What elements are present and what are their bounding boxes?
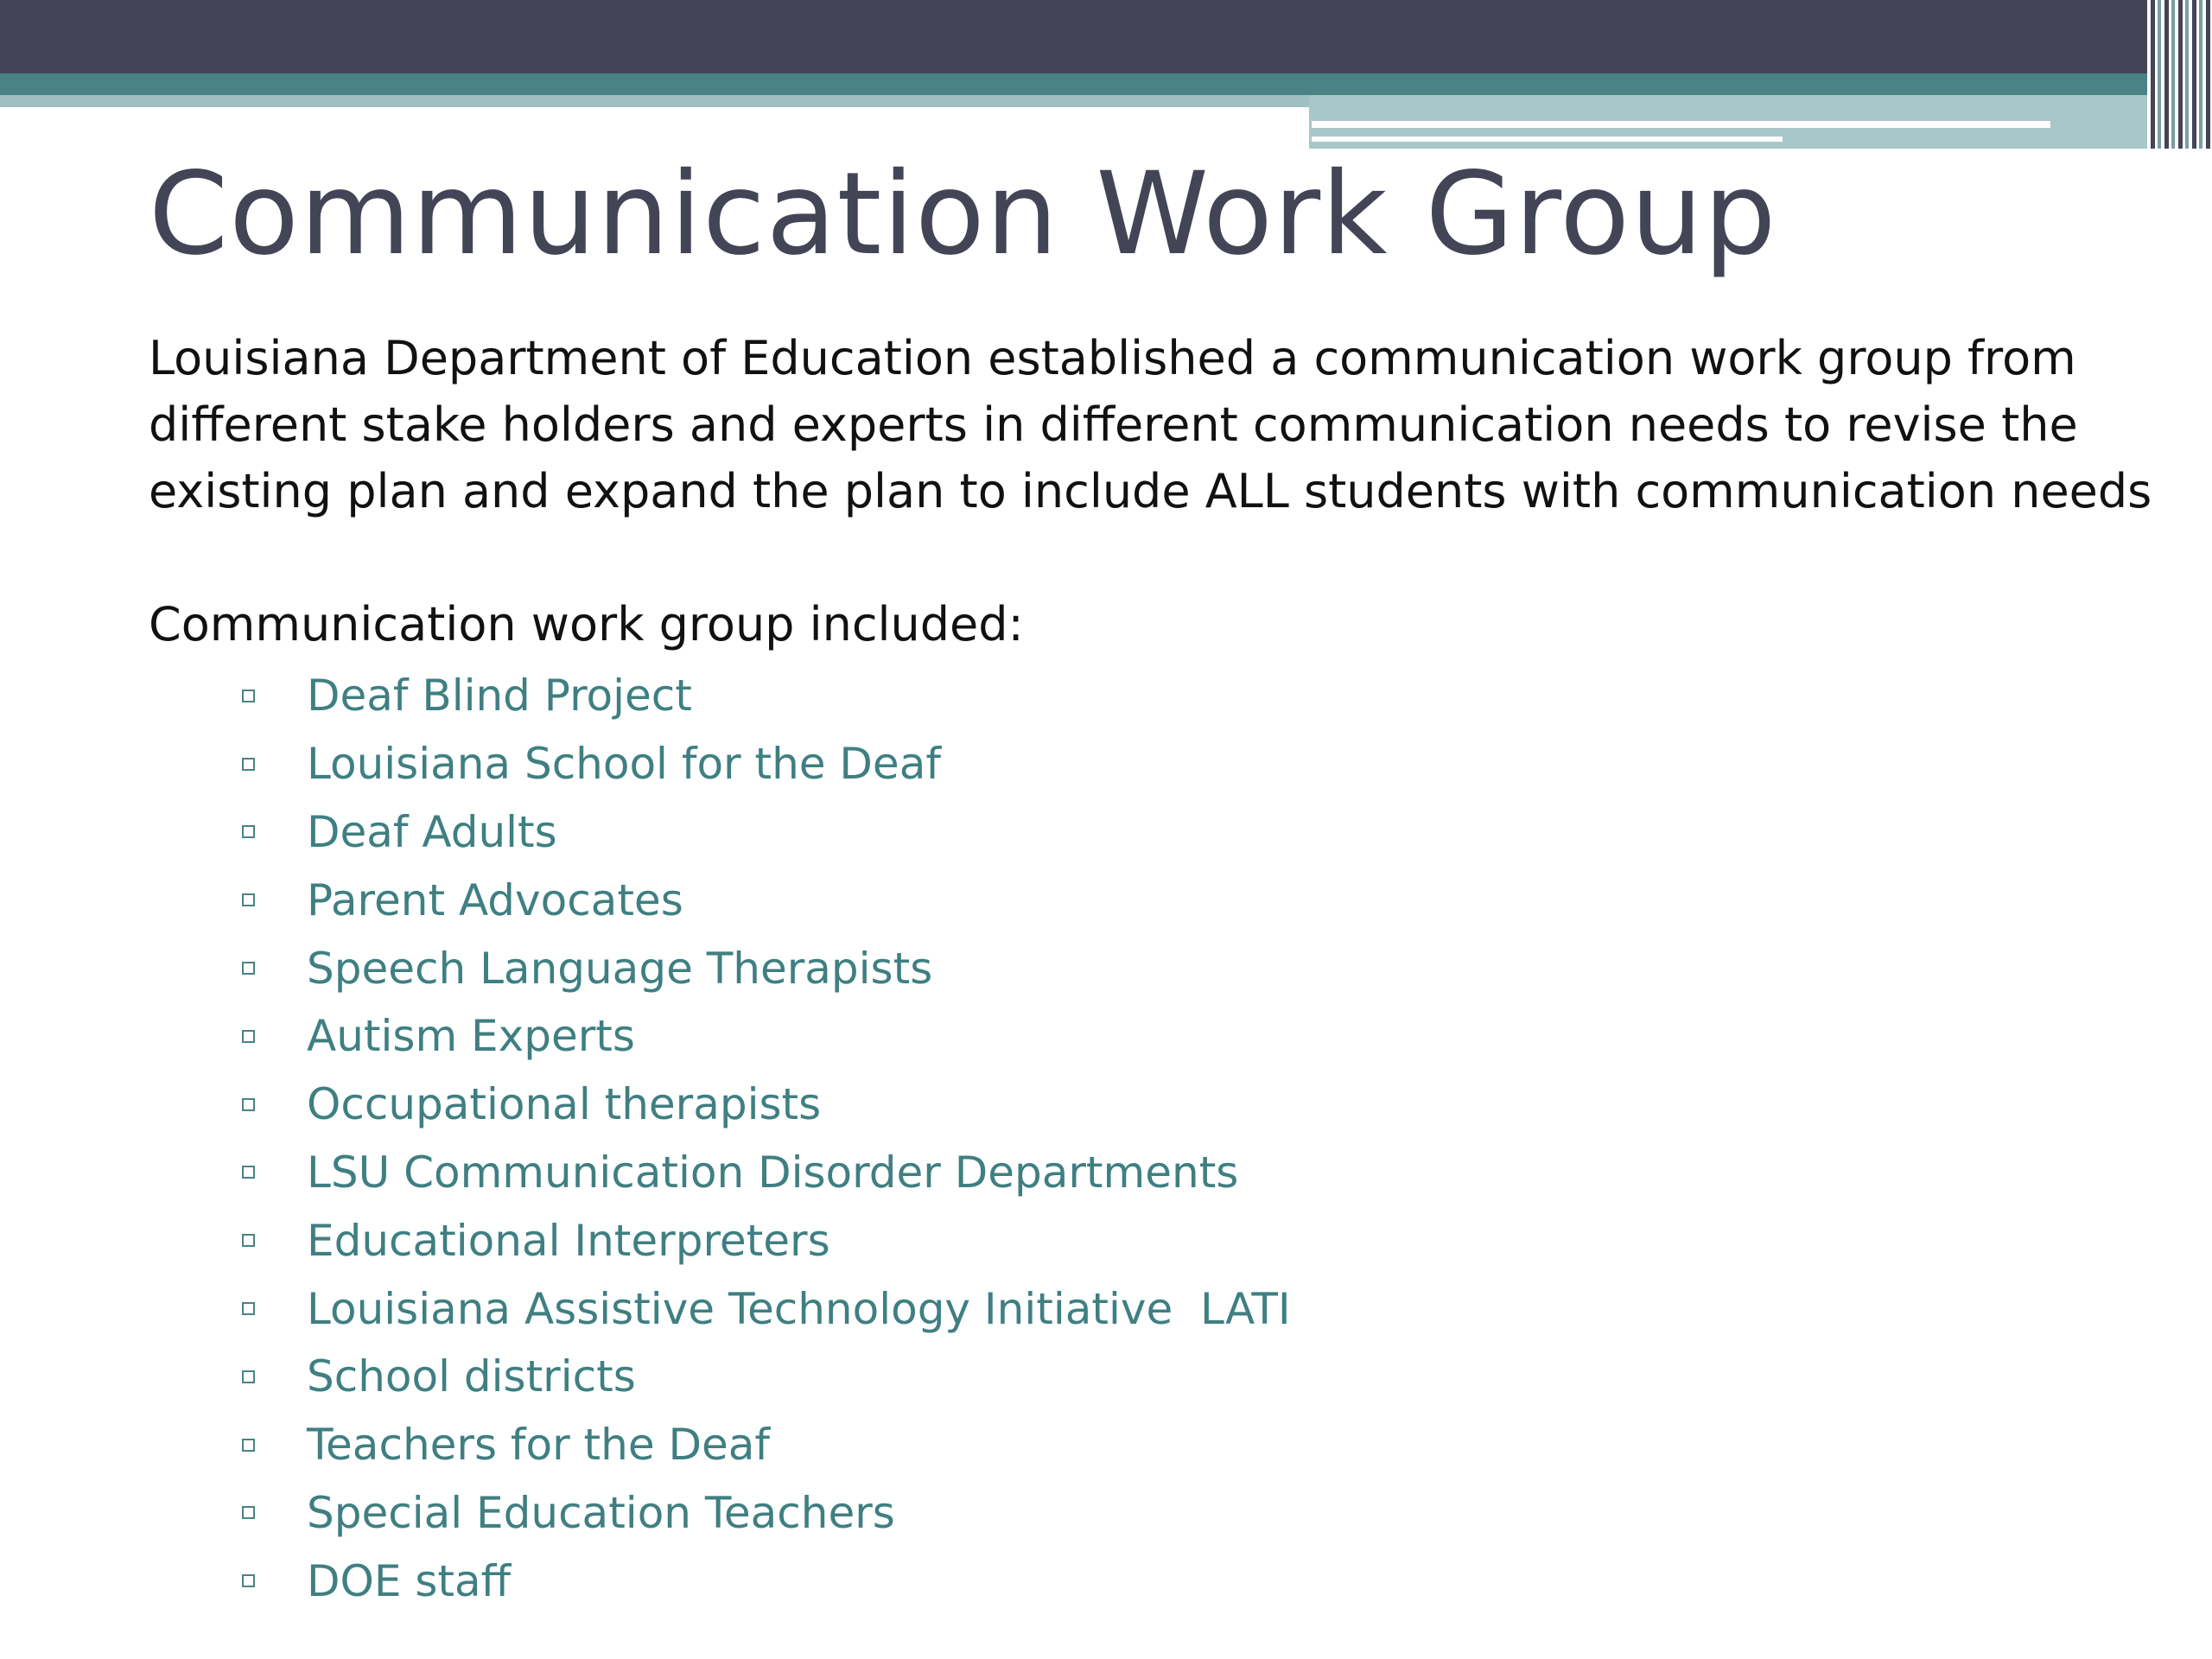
hollow-square-bullet-icon (242, 962, 255, 975)
list-item (242, 798, 1291, 867)
hollow-square-bullet-icon (242, 1506, 255, 1519)
hollow-square-bullet-icon (242, 825, 255, 838)
hollow-square-bullet-icon (242, 1098, 255, 1111)
list-item (242, 1343, 1291, 1411)
list-item (242, 1002, 1291, 1071)
header-band-dark (0, 0, 2212, 73)
list-item (242, 662, 1291, 730)
list-item (242, 1206, 1291, 1274)
members-list (242, 662, 1291, 1615)
member-label: Louisiana Assistive Technology Initiative LATI (307, 1283, 1291, 1334)
member-label: Occupational therapists (307, 1079, 822, 1130)
header-accent-line (1312, 121, 2050, 128)
hollow-square-bullet-icon (242, 893, 255, 906)
member-label: Autism Experts (307, 1011, 635, 1062)
hollow-square-bullet-icon (242, 758, 255, 771)
member-label: Special Education Teachers (307, 1487, 895, 1538)
hollow-square-bullet-icon (242, 1574, 255, 1587)
list-item (242, 1274, 1291, 1343)
header-accent-line (1312, 137, 1783, 142)
list-item (242, 1479, 1291, 1548)
list-item (242, 934, 1291, 1002)
header-vertical-lines-decoration (2147, 0, 2212, 149)
hollow-square-bullet-icon (242, 1166, 255, 1179)
header-band-light (0, 95, 1309, 107)
list-item (242, 1071, 1291, 1139)
slide-title: Communication Work Group (149, 148, 1777, 281)
hollow-square-bullet-icon (242, 1234, 255, 1247)
intro-paragraph: Louisiana Department of Education established a communication work group from different stake holders and experts in different communication needs to revise the existing plan and expand the plan to include ALL students with communication needs (149, 331, 2152, 518)
list-item (242, 730, 1291, 798)
list-item (242, 866, 1291, 934)
member-label: Teachers for the Deaf (307, 1420, 770, 1471)
member-label: DOE staff (307, 1555, 512, 1606)
header-band-teal (0, 73, 2212, 95)
members-heading: Communication work group included: (149, 597, 1024, 652)
member-label: School districts (307, 1351, 636, 1402)
member-label: LSU Communication Disorder Departments (307, 1147, 1239, 1198)
member-label: Speech Language Therapists (307, 943, 933, 994)
hollow-square-bullet-icon (242, 1302, 255, 1315)
list-item (242, 1139, 1291, 1207)
hollow-square-bullet-icon (242, 1439, 255, 1452)
member-label: Parent Advocates (307, 874, 683, 925)
member-label: Deaf Adults (307, 806, 557, 857)
hollow-square-bullet-icon (242, 690, 255, 702)
member-label: Deaf Blind Project (307, 671, 692, 721)
list-item (242, 1411, 1291, 1479)
hollow-square-bullet-icon (242, 1030, 255, 1043)
member-label: Louisiana School for the Deaf (307, 739, 941, 790)
member-label: Educational Interpreters (307, 1215, 830, 1266)
list-item (242, 1547, 1291, 1615)
hollow-square-bullet-icon (242, 1370, 255, 1383)
